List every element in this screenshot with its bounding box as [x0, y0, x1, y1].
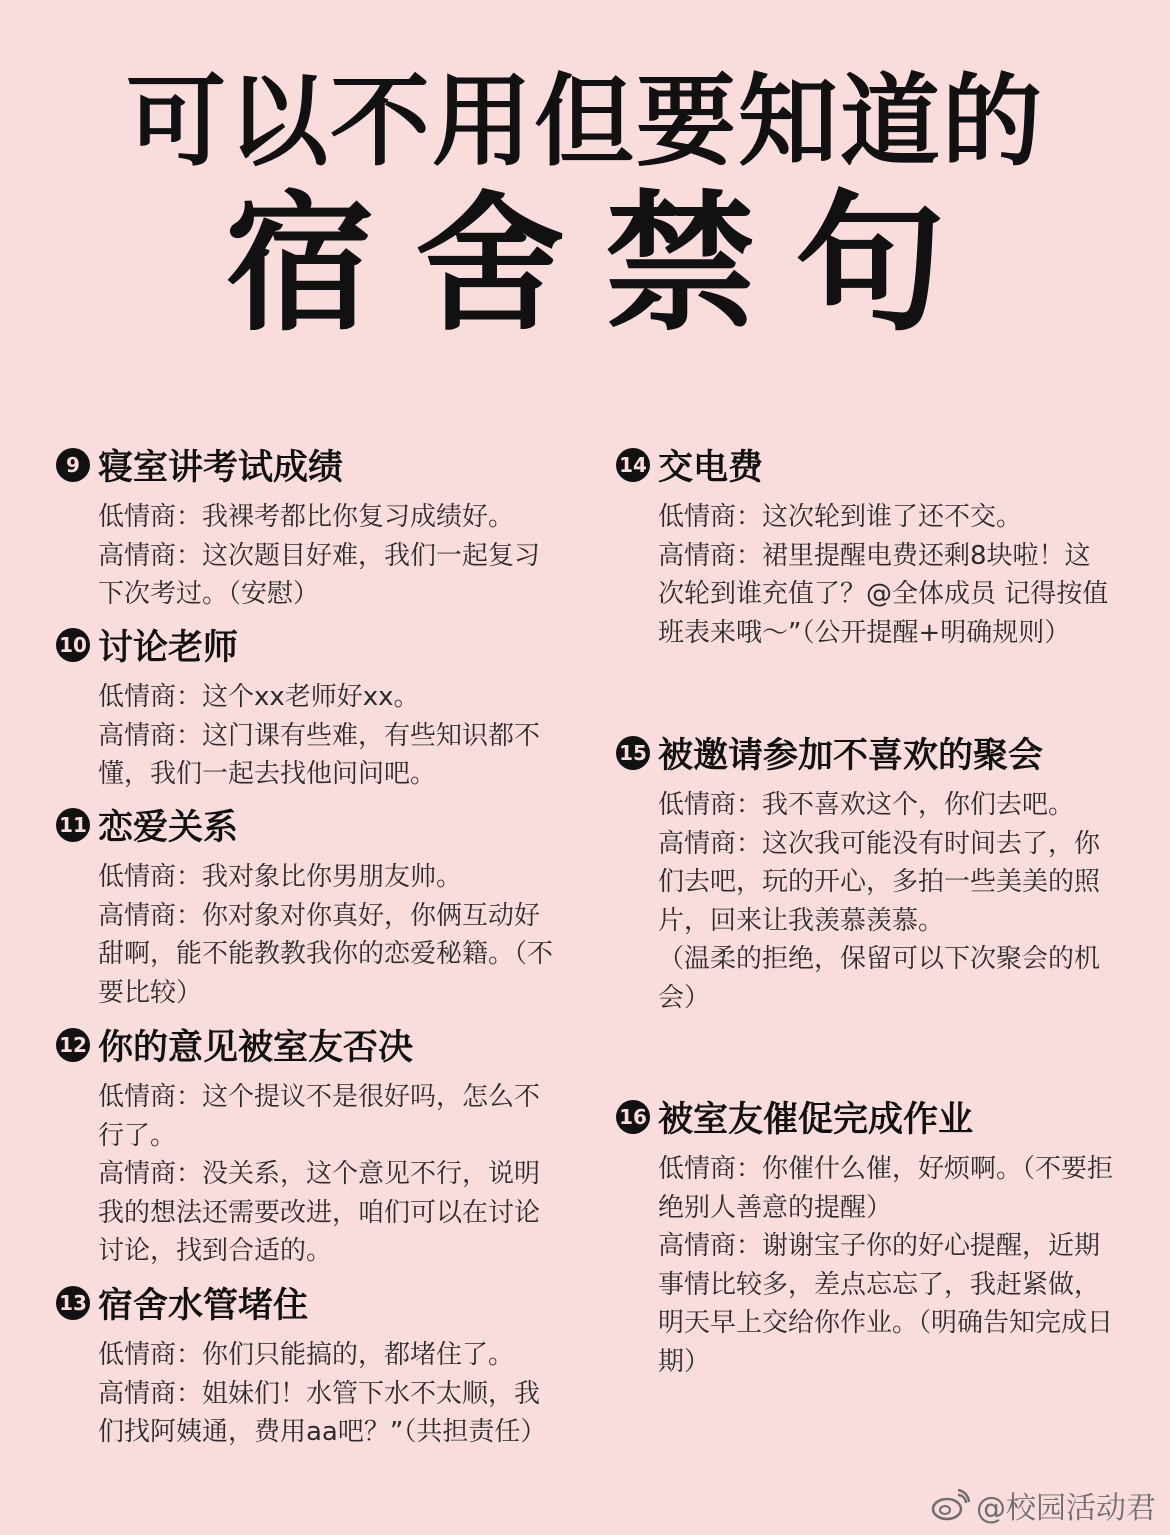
low-eq-text: 低情商：这个xx老师好xx。	[98, 682, 420, 712]
section-title: 恋爱关系	[98, 808, 239, 848]
section-15	[616, 728, 1116, 1017]
high-eq-text: 高情商：这门课有些难，有些知识都不懂，我们一起去找他问问吧。	[98, 720, 541, 789]
section-title: 寝室讲考试成绩	[98, 448, 344, 488]
number-badge: 12	[56, 1028, 90, 1062]
low-eq-text: 低情商：这次轮到谁了还不交。	[658, 502, 1023, 532]
weibo-icon	[930, 1489, 970, 1521]
section-title: 被室友催促完成作业	[658, 1100, 974, 1140]
page-subtitle: 宿舍禁句	[224, 178, 985, 352]
number-badge: 14	[616, 448, 650, 482]
low-eq-text: 低情商：我对象比你男朋友帅。	[98, 862, 463, 892]
high-eq-text: 高情商：姐妹们！水管下水不太顺，我们找阿姨通，费用aa吧？”（共担责任）	[98, 1378, 547, 1447]
number-badge: 16	[616, 1100, 650, 1134]
number-badge: 15	[616, 736, 650, 770]
section-title: 被邀请参加不喜欢的聚会	[658, 736, 1044, 776]
section-16	[616, 1092, 1116, 1381]
number-badge: 10	[56, 628, 90, 662]
note-text: （温柔的拒绝，保留可以下次聚会的机会）	[658, 944, 1101, 1013]
high-eq-text: 高情商：谢谢宝子你的好心提醒，近期事情比较多，差点忘忘了，我赶紧做，明天早上交给你作业。（明确告知完成日期）	[658, 1231, 1114, 1377]
section-title: 宿舍水管堵住	[98, 1286, 309, 1326]
high-eq-text: 高情商：你对象对你真好，你俩互动好甜啊，能不能教教我你的恋爱秘籍。（不要比较）	[98, 900, 554, 1008]
section-title: 你的意见被室友否决	[98, 1028, 414, 1068]
low-eq-text: 低情商：我不喜欢这个，你们去吧。	[658, 790, 1075, 820]
low-eq-text: 低情商：我裸考都比你复习成绩好。	[98, 502, 515, 532]
low-eq-text: 低情商：你催什么催，好烦啊。（不要拒绝别人善意的提醒）	[658, 1154, 1114, 1223]
number-badge: 9	[56, 448, 90, 482]
section-title: 交电费	[658, 448, 764, 488]
low-eq-text: 低情商：这个提议不是很好吗，怎么不行了。	[98, 1082, 541, 1151]
number-badge: 13	[56, 1286, 90, 1320]
section-12	[56, 1020, 556, 1271]
high-eq-text: 高情商：没关系，这个意见不行，说明我的想法还需要改进，咱们可以在讨论讨论，找到合适的。	[98, 1159, 541, 1266]
high-eq-text: 高情商：裙里提醒电费还剩8块啦！这次轮到谁充值了？@全体成员 记得按值班表来哦～”（公开提醒+明确规则）	[658, 540, 1109, 648]
watermark	[930, 1483, 1156, 1527]
low-eq-text: 低情商：你们只能搞的，都堵住了。	[98, 1340, 515, 1370]
section-13	[56, 1278, 556, 1452]
number-badge: 11	[56, 808, 90, 842]
high-eq-text: 高情商：这次我可能没有时间去了，你们去吧，玩的开心，多拍一些美美的照片，回来让我羡慕羡慕。	[658, 828, 1101, 936]
high-eq-text: 高情商：这次题目好难，我们一起复习下次考过。（安慰）	[98, 540, 541, 609]
section-14	[616, 440, 1116, 652]
section-title: 讨论老师	[98, 628, 239, 668]
section-9	[56, 440, 556, 614]
page-title: 可以不用但要知道的	[126, 63, 1044, 180]
section-11	[56, 800, 556, 1012]
watermark-text: @校园活动君	[976, 1491, 1156, 1526]
section-10	[56, 620, 556, 794]
